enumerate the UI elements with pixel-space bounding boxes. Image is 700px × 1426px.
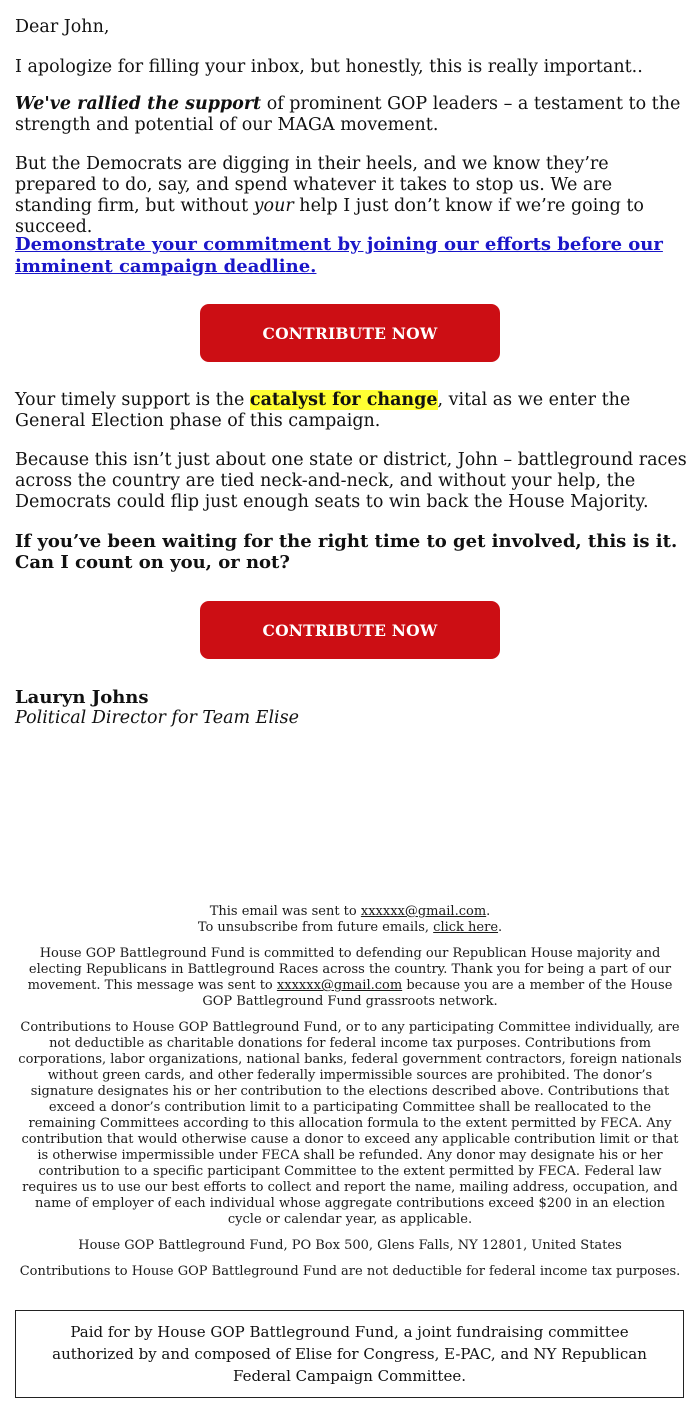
commitment-email[interactable]: xxxxxx@gmail.com [276,978,403,993]
unsubscribe-prefix: To unsubscribe from future emails, [197,920,434,935]
contribute-now-button-2[interactable]: CONTRIBUTE NOW [200,601,500,659]
call-to-action-question: If you’ve been waiting for the right time to get involved, this is it. Can I count on you, or not? [15,531,678,573]
support-lead: We've rallied the support [15,94,262,114]
contribute-now-button[interactable]: CONTRIBUTE NOW [200,304,500,362]
timely-after: , vital as we enter the General Election phase of this campaign. [15,390,631,431]
mailing-address: House GOP Battleground Fund, PO Box 500, Glens Falls, NY 12801, United States [78,1238,622,1253]
paid-for-text: Paid for by House GOP Battleground Fund, a joint fundraising committee authorized by and composed of Elise for Congress, E-PAC, and NY Republican Federal Campaign Committee. [52,1323,647,1385]
legal-disclaimer: Contributions to House GOP Battleground Fund, or to any participating Committee individually, are not deductible as charitable donations for federal income tax purposes. Contributions from corporations, labor organizations, national banks, federal government contractors, foreign nationals without green cards, and other federally impermissible sources are prohibited. The donor’s signature designates his or her contribution to the elections described above. Contributions that exceed a donor’s contribution limit to a participating Committee shall be reallocated to the remaining Committees according to this allocation formula to the extent permitted by FECA. Any contribution that would otherwise cause a donor to exceed any applicable contribution limit or that is otherwise impermissible under FECA shall be refunded. Any donor may designate his or her contribution to a specific participant Committee to the extent permitted by FECA. Federal law requires us to use our best efforts to collect and report the name, mailing address, occupation, and name of employer of each individual whose aggregate contributions exceed $200 in an election cycle or calendar year, as applicable. [18,1020,682,1227]
battleground-paragraph: Because this isn’t just about one state or district, John – battleground races across the country are tied neck-and-neck, and without your help, the Democrats could flip just enough seats to win back the House Majority. [15,450,687,512]
unsubscribe-link[interactable]: click here [433,920,499,935]
democrats-paragraph [15,154,687,238]
commitment-link-paragraph [15,234,687,278]
intro-paragraph: I apologize for filling your inbox, but honestly, this is really important.. [15,57,643,77]
not-deductible-notice: Contributions to House GOP Battleground Fund are not deductible for federal income tax purposes. [19,1264,681,1279]
support-rest: of prominent GOP leaders – a testament to the strength and potential of our MAGA movement. [15,94,681,135]
support-paragraph [15,94,687,136]
sent-to-prefix: This email was sent to [209,904,361,919]
paid-for-disclaimer-box [15,1310,684,1398]
catalyst-highlight: catalyst for change [249,390,438,410]
sent-to-suffix: . [486,904,491,919]
email-footer [18,904,682,1290]
democrats-after: help I just don’t know if we’re going to succeed. [15,196,644,237]
timely-support-paragraph [15,390,687,432]
democrats-before: But the Democrats are digging in their heels, and we know they’re prepared to do, say, and spend whatever it takes to stop us. We are standing firm, but without [15,154,613,216]
signature-name: Lauryn Johns [15,687,149,708]
timely-before: Your timely support is the [15,390,250,410]
commitment-before: House GOP Battleground Fund is committed to defending our Republican House majority and electing Republicans in Battleground Races across the country. Thank you for being a part of our movement. This message was sent to [27,946,672,993]
commitment-statement [18,946,682,1010]
commitment-after: because you are a member of the House GOP Battleground Fund grassroots network. [202,978,673,1009]
commitment-link[interactable]: Demonstrate your commitment by joining our efforts before our imminent campaign deadline. [15,234,663,277]
sent-to-block [18,904,682,936]
sent-to-email[interactable]: xxxxxx@gmail.com [360,904,487,919]
greeting: Dear John, [15,17,110,37]
unsubscribe-suffix: . [498,920,503,935]
signature-title: Political Director for Team Elise [15,708,299,728]
democrats-emphasis: your [253,196,294,216]
